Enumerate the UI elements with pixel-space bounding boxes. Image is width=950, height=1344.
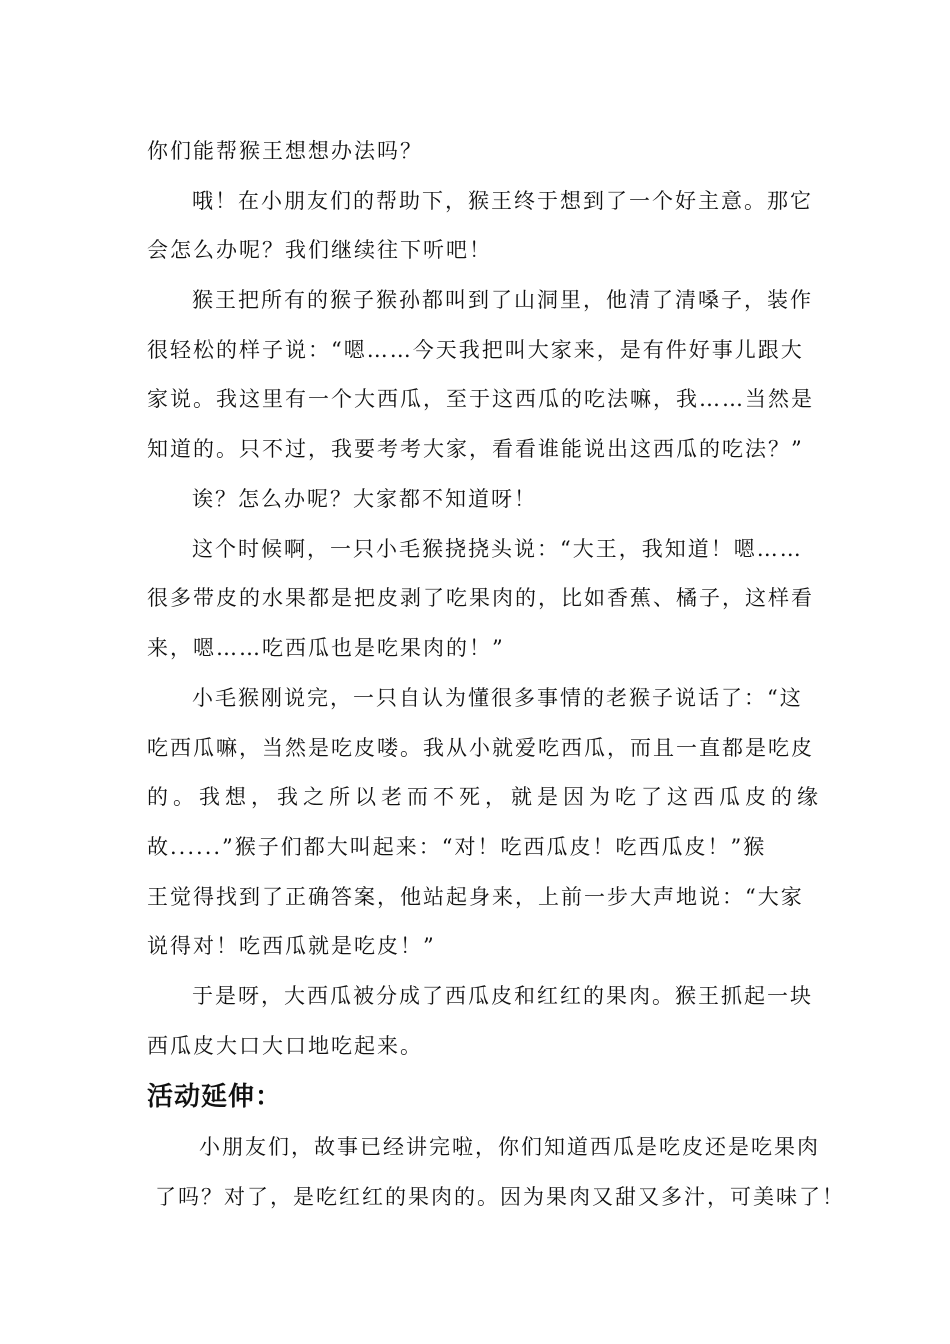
- story-line: 故......”猴子们都大叫起来：“对！吃西瓜皮！吃西瓜皮！”猴: [147, 835, 767, 859]
- story-line: 这个时候啊，一只小毛猴挠挠头说：“大王，我知道！嗯……: [192, 537, 803, 561]
- story-line: 吃西瓜嘛，当然是吃皮喽。我从小就爱吃西瓜，而且一直都是吃皮: [147, 736, 814, 760]
- story-line: 会怎么办呢？我们继续往下听吧！: [147, 238, 492, 262]
- story-line: 你们能帮猴王想想办法吗？: [147, 139, 423, 163]
- story-line: 的。我想，我之所以老而不死，就是因为吃了这西瓜皮的缘: [147, 785, 823, 809]
- story-line: 来，嗯……吃西瓜也是吃果肉的！”: [147, 636, 505, 660]
- section-heading: 活动延伸：: [147, 1082, 283, 1112]
- story-line: 知道的。只不过，我要考考大家，看看谁能说出这西瓜的吃法？”: [147, 437, 804, 461]
- story-line: 诶？怎么办呢？大家都不知道呀！: [192, 487, 537, 511]
- story-line: 哦！在小朋友们的帮助下，猴王终于想到了一个好主意。那它: [192, 189, 813, 213]
- story-line: 西瓜皮大口大口地吃起来。: [147, 1034, 423, 1058]
- story-line: 很轻松的样子说：“嗯……今天我把叫大家来，是有件好事儿跟大: [147, 338, 804, 362]
- story-line: 说得对！吃西瓜就是吃皮！”: [147, 934, 436, 958]
- story-line: 家说。我这里有一个大西瓜，至于这西瓜的吃法嘛，我……当然是: [147, 387, 814, 411]
- story-line: 王觉得找到了正确答案，他站起身来，上前一步大声地说：“大家: [147, 885, 804, 909]
- extension-line: 小朋友们，故事已经讲完啦，你们知道西瓜是吃皮还是吃果肉: [199, 1135, 820, 1159]
- story-line: 于是呀，大西瓜被分成了西瓜皮和红红的果肉。猴王抓起一块: [192, 984, 813, 1008]
- story-line: 猴王把所有的猴子猴孙都叫到了山洞里，他清了清嗓子，装作: [192, 288, 813, 312]
- extension-line: 了吗？对了，是吃红红的果肉的。因为果肉又甜又多汁，可美味了！: [155, 1185, 845, 1209]
- story-line: 小毛猴刚说完，一只自认为懂很多事情的老猴子说话了：“这: [192, 686, 803, 710]
- story-line: 很多带皮的水果都是把皮剥了吃果肉的，比如香蕉、橘子，这样看: [147, 586, 814, 610]
